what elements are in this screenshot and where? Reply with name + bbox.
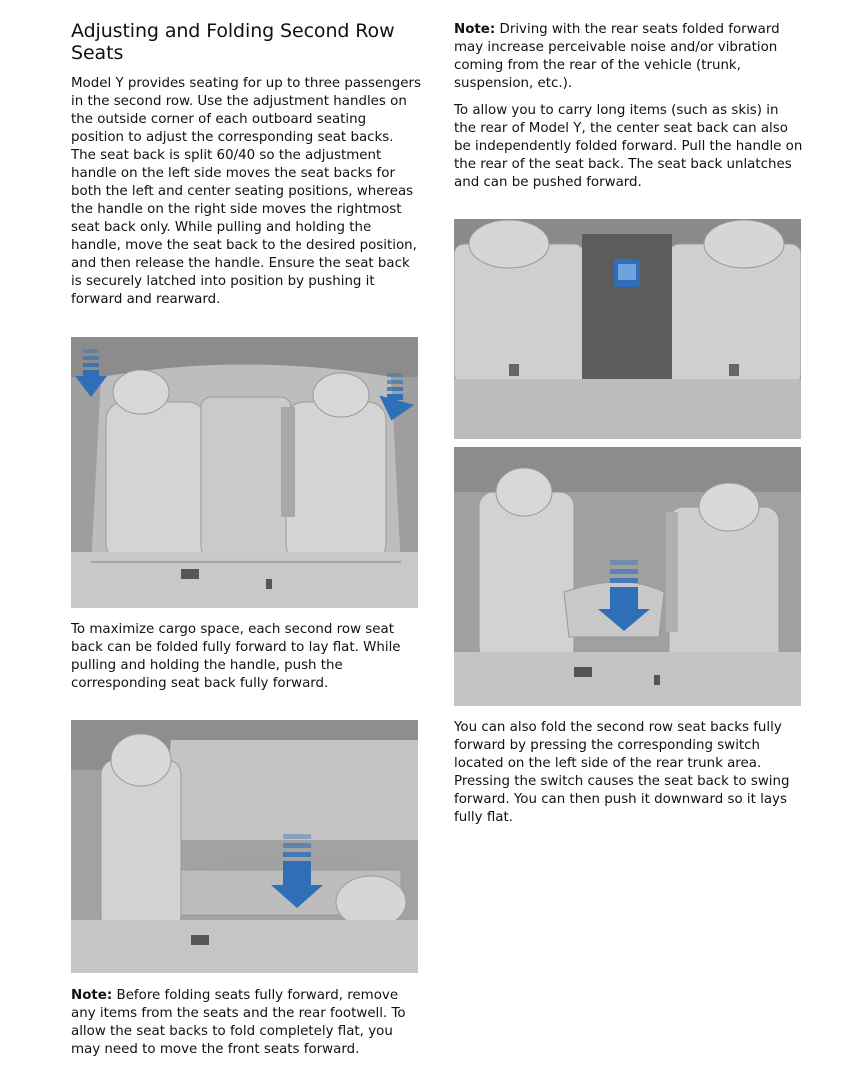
figure-second-row-switch bbox=[454, 447, 801, 706]
seat-adjust-illustration bbox=[71, 337, 418, 608]
intro-paragraph: Model Y provides seating for up to three passengers in the second row. Use the adjustment handles on the outside corner of each outboard seating position to adjust the corresponding seat backs. The seat back is split 60/40 so the adjustment handle on the left side moves the seat backs for both the left and center seating positions, whereas the handle on the right side moves the rightmost seat back only. While pulling and holding the handle, move the seat back to the desired position, and then release the handle. Ensure the seat back is securely latched into position by pushing it forward and rearward. bbox=[71, 76, 421, 307]
note-driving bbox=[454, 21, 794, 93]
note-text: Driving with the rear seats folded forward may increase perceivable noise and/or vibration coming from the rear of the vehicle (trunk, suspension, etc.). bbox=[454, 22, 780, 91]
center-seat-illustration bbox=[454, 219, 801, 439]
figure-seat-folded bbox=[71, 720, 418, 973]
seat-switch-illustration bbox=[454, 447, 801, 706]
note-label: Note: bbox=[454, 22, 496, 37]
figure-seat-adjust-handles bbox=[71, 337, 418, 608]
note-label: Note: bbox=[71, 988, 113, 1003]
section-heading: Adjusting and Folding Second Row Seats bbox=[71, 20, 395, 64]
note-text: Before folding seats fully forward, remove any items from the seats and the rear footwell. To allow the seat backs to fold completely flat, you may need to move the front seats forward. bbox=[71, 988, 406, 1057]
note-before-folding bbox=[71, 987, 416, 1059]
fold-flat-paragraph: To maximize cargo space, each second row seat back can be folded fully forward to lay flat. While pulling and holding the handle, push the corresponding seat back fully forward. bbox=[71, 622, 401, 691]
switch-paragraph: You can also fold the second row seat backs fully forward by pressing the corresponding switch located on the left side of the rear trunk area. Pressing the switch causes the seat back to swing forward. You can then push it downward so it lays fully flat. bbox=[454, 720, 790, 825]
center-seat-paragraph: To allow you to carry long items (such as skis) in the rear of Model Y, the center seat back can also be independently folded forward. Pull the handle on the rear of the seat back. The seat back unlatches and can be pushed forward. bbox=[454, 103, 803, 190]
seat-fold-illustration bbox=[71, 720, 418, 973]
figure-center-seat-handle bbox=[454, 219, 801, 439]
